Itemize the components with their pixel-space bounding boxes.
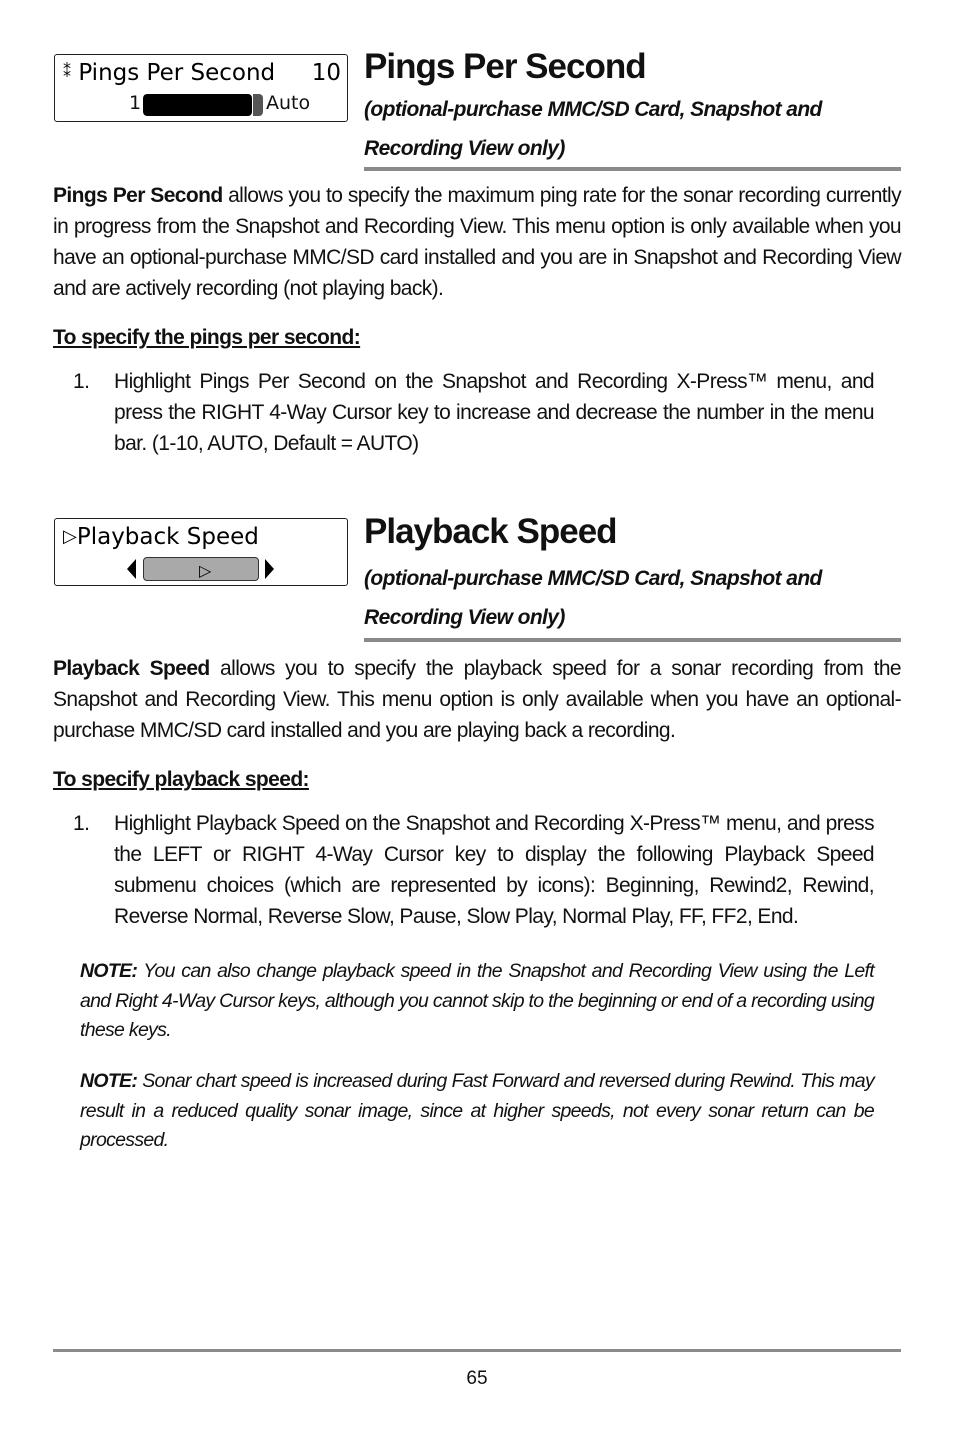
playback-speed-menu-bar[interactable] <box>54 518 348 586</box>
pings-slider-end-cap <box>253 94 263 116</box>
playback-intro-term: Playback Speed <box>53 657 210 680</box>
pings-bar-max-label: Auto <box>266 92 311 114</box>
pings-level-slider[interactable] <box>143 94 261 116</box>
play-outline-icon: ▷ <box>63 526 77 547</box>
pings-section-subtitle: (optional-purchase MMC/SD Card, Snapshot and Recording View only) <box>364 98 822 160</box>
step-number: 1. <box>73 812 90 835</box>
playback-section-title: Playback Speed <box>364 512 617 551</box>
step-number: 1. <box>73 370 90 393</box>
playback-menu-title: ▷Playback Speed <box>63 524 259 550</box>
pings-menu-value: 10 <box>311 60 341 86</box>
note-text: Sonar chart speed is increased during Fast Forward and reversed during Rewind. This may result in a reduced quality sonar image, since at higher speeds, not every sonar return can be processed. <box>80 1070 874 1151</box>
note-1 <box>80 957 874 1046</box>
playback-procedure-heading: To specify playback speed: <box>53 768 309 791</box>
note-label: NOTE: <box>80 1070 138 1092</box>
arrow-left-icon[interactable] <box>127 559 136 579</box>
pings-per-second-menu-bar[interactable] <box>54 54 348 122</box>
page-number: 65 <box>466 1368 488 1389</box>
step-text: Highlight Pings Per Second on the Snapshot and Recording X-Press™ menu, and press the RIGHT 4-Way Cursor key to increase and decrease the number in the menu bar. (1-10, AUTO, Default = AUTO) <box>114 370 874 455</box>
sonar-ping-icon: ⁑ <box>63 62 71 81</box>
footer-divider <box>53 1349 901 1352</box>
pings-procedure-heading: To specify the pings per second: <box>53 326 361 349</box>
pings-intro-term: Pings Per Second <box>53 184 223 207</box>
step-text: Highlight Playback Speed on the Snapshot and Recording X-Press™ menu, and press the LEFT or RIGHT 4-Way Cursor key to display the following Playback Speed submenu choices (which are represented by icons): Beginning, Rewind2, Rewind, Reverse Normal, Reverse Slow, Pause, Slow Play, Normal Play, FF, FF2, End. <box>114 812 874 928</box>
note-2 <box>80 1067 874 1156</box>
note-label: NOTE: <box>80 960 138 982</box>
playback-section-divider <box>364 638 901 642</box>
pings-intro-paragraph <box>53 180 901 304</box>
pings-section-divider <box>364 167 901 171</box>
pings-bar-min-label: 1 <box>129 92 142 114</box>
normal-play-icon: ▷ <box>199 561 212 580</box>
arrow-right-icon[interactable] <box>265 559 274 579</box>
pings-intro-text: allows you to specify the maximum ping rate for the sonar recording currently in progress from the Snapshot and Recording View. This menu option is only available when you have an optional-purchase MMC/SD card installed and you are in Snapshot and Recording View and are actively recording (not playing back). <box>53 184 901 300</box>
pings-menu-title: ⁑ Pings Per Second <box>63 60 276 86</box>
pings-section-title: Pings Per Second <box>364 47 646 86</box>
playback-intro-text: allows you to specify the playback speed for a sonar recording from the Snapshot and Recording View. This menu option is only available when you have an optional-purchase MMC/SD card installed and you are playing back a recording. <box>53 657 901 742</box>
pings-level-fill <box>143 94 252 116</box>
playback-intro-paragraph <box>53 653 901 746</box>
note-text: You can also change playback speed in the Snapshot and Recording View using the Left and Right 4-Way Cursor keys, although you cannot skip to the beginning or end of a recording using these keys. <box>80 960 874 1041</box>
playback-section-subtitle: (optional-purchase MMC/SD Card, Snapshot and Recording View only) <box>364 567 822 629</box>
